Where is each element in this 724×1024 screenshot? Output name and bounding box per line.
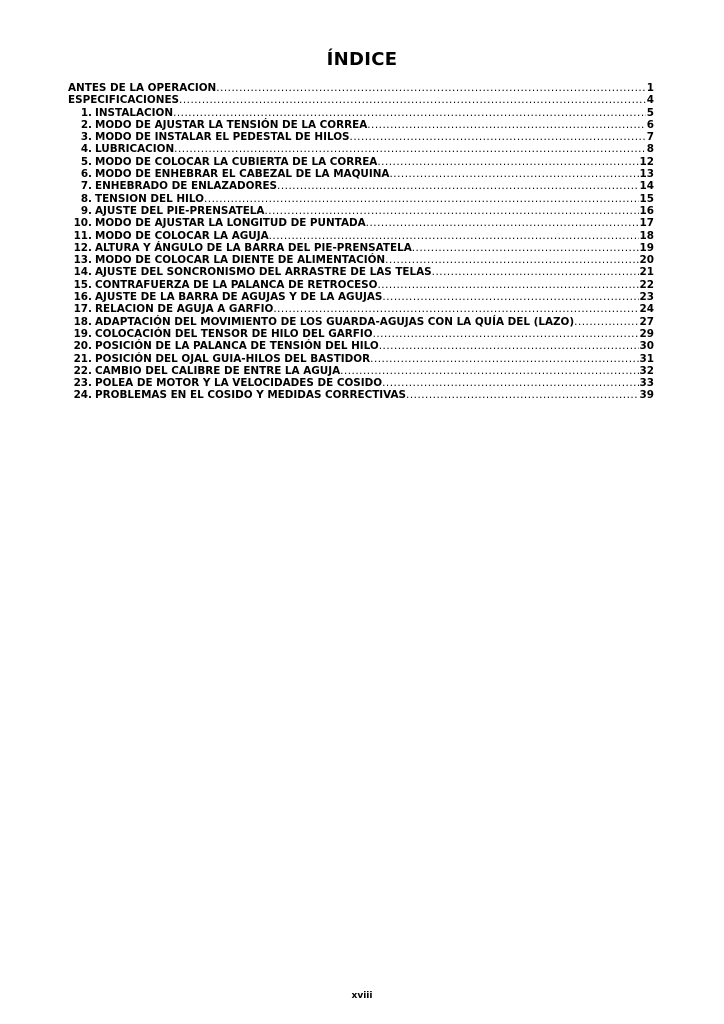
toc-entry-number: 3.: [80, 131, 92, 144]
toc-entry-page: 15: [639, 192, 654, 205]
toc-entry-page: 30: [639, 340, 654, 353]
toc-entry-page: 17: [639, 217, 654, 230]
toc-entry-page: 31: [639, 352, 654, 365]
toc-entry-page: 32: [639, 364, 654, 377]
toc-leader-dots: [574, 316, 638, 328]
toc-entry-title: AJUSTE DEL SONCRONISMO DEL ARRASTRE DE LAS TELAS: [95, 266, 432, 279]
toc-entry[interactable]: [68, 230, 654, 242]
toc-entry[interactable]: [68, 266, 654, 278]
toc-entry-title: INSTALACION: [95, 106, 174, 119]
toc-entry-page: 39: [639, 389, 654, 402]
toc-entry-page: 27: [639, 315, 654, 328]
toc-entry-title: ANTES DE LA OPERACION: [68, 82, 217, 94]
toc-entry[interactable]: [68, 143, 654, 155]
toc-entry-title: MODO DE AJUSTAR LA TENSIÓN DE LA CORREA: [95, 118, 368, 131]
toc-entry[interactable]: [68, 340, 654, 352]
toc-entry-number: 19.: [73, 327, 92, 340]
toc-entry-number: 10.: [73, 217, 92, 230]
toc-entry[interactable]: [68, 365, 654, 377]
toc-entry-number: 8.: [80, 192, 92, 205]
toc-entry-title: MODO DE INSTALAR EL PEDESTAL DE HILOS: [95, 131, 350, 144]
toc-entry-page: 5: [646, 106, 654, 119]
toc-entry[interactable]: [68, 291, 654, 303]
toc-leader-dots: [385, 254, 638, 266]
toc-leader-dots: [382, 377, 638, 389]
toc-entry[interactable]: [68, 180, 654, 192]
toc-leader-dots: [273, 303, 638, 315]
toc-entry-number: 13.: [73, 254, 92, 267]
toc-entry-title: MODO DE ENHEBRAR EL CABEZAL DE LA MAQUINA: [95, 168, 390, 181]
toc-entry[interactable]: [68, 353, 654, 365]
toc-entry[interactable]: [68, 242, 654, 254]
toc-entry-page: 16: [639, 204, 654, 217]
toc-entry-title: MODO DE COLOCAR LA CUBIERTA DE LA CORREA: [95, 155, 378, 168]
toc-entry-page: 12: [639, 155, 654, 168]
toc-leader-dots: [204, 193, 639, 205]
toc-entry-title: POSICIÓN DE LA PALANCA DE TENSIÓN DEL HILO: [95, 340, 379, 353]
toc-entry[interactable]: [68, 119, 654, 131]
toc-leader-dots: [377, 156, 638, 168]
toc-entry-number: 20.: [73, 340, 92, 353]
toc-entry-page: 23: [639, 291, 654, 304]
toc-entry-page: 14: [639, 180, 654, 193]
toc-leader-dots: [350, 131, 646, 143]
toc-entry-number: 16.: [73, 291, 92, 304]
toc-entry[interactable]: [68, 168, 654, 180]
toc-entry-title: CAMBIO DEL CALIBRE DE ENTRE LA AGUJA: [95, 364, 341, 377]
toc-entry-page: 22: [639, 278, 654, 291]
toc-entry-page: 29: [639, 327, 654, 340]
page-number: xviii: [351, 991, 373, 1001]
toc-entry-page: 20: [639, 254, 654, 267]
toc-entry-title: ADAPTACIÓN DEL MOVIMIENTO DE LOS GUARDA-AGUJAS CON LA QUÍA DEL (LAZO): [95, 315, 575, 328]
toc-leader-dots: [174, 143, 646, 155]
toc-entry-title: MODO DE AJUSTAR LA LONGITUD DE PUNTADA: [95, 217, 366, 230]
toc-leader-dots: [412, 242, 639, 254]
toc-entry-page: 33: [639, 377, 654, 390]
toc-entry-title: LUBRICACION: [95, 143, 175, 156]
toc-entry-number: 15.: [73, 278, 92, 291]
toc-entry-number: 6.: [80, 168, 92, 181]
toc-entry-title: POSICIÓN DEL OJAL GUIA-HILOS DEL BASTIDOR: [95, 352, 371, 365]
toc-entry[interactable]: [68, 389, 654, 401]
toc-leader-dots: [264, 205, 638, 217]
toc-entry-number: 9.: [80, 204, 92, 217]
toc-entry-title: TENSION DEL HILO: [95, 192, 204, 205]
toc-leader-dots: [179, 94, 646, 106]
toc-entry-title: POLEA DE MOTOR Y LA VELOCIDADES DE COSIDO: [95, 377, 383, 390]
toc-entry[interactable]: [68, 217, 654, 229]
toc-entry-title: MODO DE COLOCAR LA DIENTE DE ALIMENTACIÓN: [95, 254, 386, 267]
toc-entry-title: MODO DE COLOCAR LA AGUJA: [95, 229, 269, 242]
toc-entry[interactable]: [68, 156, 654, 168]
toc-entry-number: 17.: [73, 303, 92, 316]
toc-entry-number: 2.: [80, 118, 92, 131]
toc-entry[interactable]: [68, 205, 654, 217]
toc-entry[interactable]: [68, 131, 654, 143]
toc-entry-number: 12.: [73, 241, 92, 254]
toc-entry[interactable]: [68, 82, 654, 94]
toc-leader-dots: [432, 266, 639, 278]
toc-entry[interactable]: [68, 94, 654, 106]
toc-entry-number: 4.: [80, 143, 92, 156]
toc-leader-dots: [367, 119, 646, 131]
toc-entry[interactable]: [68, 377, 654, 389]
toc-leader-dots: [277, 180, 638, 192]
toc-leader-dots: [373, 328, 639, 340]
toc-entry-number: 24.: [73, 389, 92, 402]
toc-entry-page: 1: [646, 82, 654, 94]
toc-entry-page: 24: [639, 303, 654, 316]
toc-entry-page: 13: [639, 168, 654, 181]
toc-entry-number: 1.: [80, 106, 92, 119]
toc-entry-page: 8: [646, 143, 654, 156]
toc-leader-dots: [379, 340, 639, 352]
toc-entry-page: 18: [639, 229, 654, 242]
toc-entry-title: RELACION DE AGUJA A GARFIO: [95, 303, 274, 316]
toc-entry-title: ALTURA Y ÁNGULO DE LA BARRA DEL PIE-PRENSATELA: [95, 241, 412, 254]
toc-entry-number: 22.: [73, 364, 92, 377]
toc-entry[interactable]: [68, 107, 654, 119]
toc-entry[interactable]: [68, 254, 654, 266]
toc-entry-title: AJUSTE DE LA BARRA DE AGUJAS Y DE LA AGUJAS: [95, 291, 383, 304]
toc-entry-number: 21.: [73, 352, 92, 365]
toc-entry[interactable]: [68, 328, 654, 340]
toc-entry-page: 4: [646, 94, 654, 107]
toc-entry-number: 14.: [73, 266, 92, 279]
toc-entry-page: 6: [646, 118, 654, 131]
toc-entry-number: 5.: [80, 155, 92, 168]
toc-entry-title: AJUSTE DEL PIE-PRENSATELA: [95, 204, 265, 217]
toc-entry-number: 7.: [80, 180, 92, 193]
toc-leader-dots: [216, 82, 646, 94]
toc-entry-title: CONTRAFUERZA DE LA PALANCA DE RETROCESO: [95, 278, 378, 291]
toc-leader-dots: [406, 389, 638, 401]
toc-entry-page: 7: [646, 131, 654, 144]
toc-leader-dots: [377, 279, 638, 291]
toc-entry[interactable]: [68, 316, 654, 328]
toc-leader-dots: [366, 217, 639, 229]
toc-entry-page: 21: [639, 266, 654, 279]
toc-entry-page: 19: [639, 241, 654, 254]
toc-leader-dots: [173, 107, 646, 119]
toc-entry[interactable]: [68, 279, 654, 291]
toc-leader-dots: [370, 353, 638, 365]
toc-entry-number: 11.: [73, 229, 92, 242]
toc-leader-dots: [269, 230, 639, 242]
toc-entry[interactable]: [68, 193, 654, 205]
toc-leader-dots: [389, 168, 638, 180]
page-title: ÍNDICE: [326, 49, 398, 70]
table-of-contents: [68, 82, 654, 402]
toc-entry-title: PROBLEMAS EN EL COSIDO Y MEDIDAS CORRECTIVAS: [95, 389, 407, 402]
toc-entry-title: ENHEBRADO DE ENLAZADORES: [95, 180, 278, 193]
toc-entry-title: ESPECIFICACIONES: [68, 94, 180, 107]
toc-leader-dots: [382, 291, 638, 303]
toc-entry[interactable]: [68, 303, 654, 315]
toc-leader-dots: [340, 365, 638, 377]
toc-entry-title: COLOCACIÓN DEL TENSOR DE HILO DEL GARFIO: [95, 327, 373, 340]
toc-entry-number: 23.: [73, 377, 92, 390]
toc-entry-number: 18.: [73, 315, 92, 328]
